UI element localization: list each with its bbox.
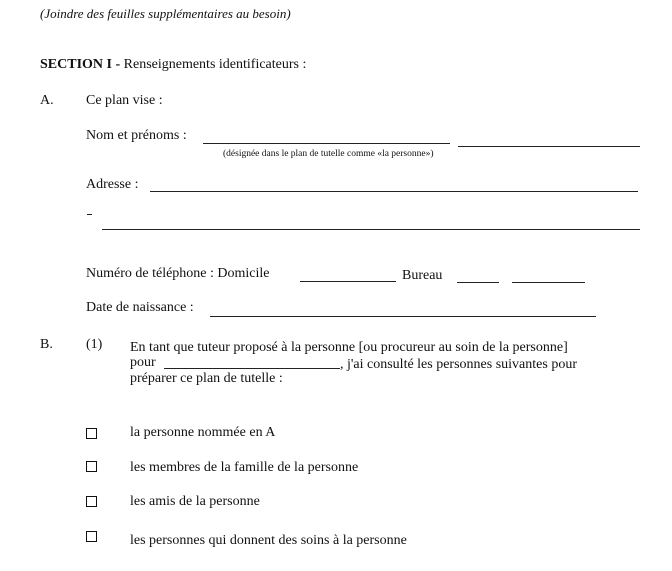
option-label-family-members: les membres de la famille de la personne — [130, 460, 359, 475]
name-label: Nom et prénoms : — [86, 128, 187, 143]
part-b-line-2-start: pour — [130, 355, 156, 370]
part-b-letter: B. — [40, 337, 53, 352]
option-label-caregivers: les personnes qui donnent des soins à la personne — [130, 533, 407, 548]
checkbox-friends[interactable] — [86, 496, 97, 507]
name-field-line-1[interactable] — [203, 143, 450, 144]
option-label-person-named: la personne nommée en A — [130, 425, 276, 440]
section-heading — [40, 57, 306, 73]
part-b-line-3: préparer ce plan de tutelle : — [130, 371, 283, 386]
office-label: Bureau — [402, 268, 443, 283]
option-label-friends: les amis de la personne — [130, 494, 260, 509]
part-b-line-1: En tant que tuteur proposé à la personne [ou procureur au soin de la personne] — [130, 340, 568, 355]
address-field-line-1[interactable] — [150, 191, 638, 192]
name-caption: (désignée dans le plan de tutelle comme «la personne») — [223, 149, 434, 159]
address-field-line-2[interactable] — [102, 229, 640, 230]
phone-label: Numéro de téléphone : Domicile — [86, 266, 270, 281]
office-phone-field-1[interactable] — [457, 282, 499, 283]
guardian-for-field[interactable] — [164, 368, 340, 369]
office-phone-field-2[interactable] — [512, 282, 585, 283]
part-a-letter: A. — [40, 93, 54, 108]
part-b-line-2-end: , j'ai consulté les personnes suivantes pour — [340, 357, 577, 372]
checkbox-person-named[interactable] — [86, 428, 97, 439]
section-number: SECTION I - — [40, 57, 121, 72]
dob-field[interactable] — [210, 316, 596, 317]
name-field-line-2[interactable] — [458, 146, 640, 147]
part-a-intro: Ce plan vise : — [86, 93, 163, 108]
supplementary-sheets-note: (Joindre des feuilles supplémentaires au besoin) — [40, 6, 291, 21]
address-dash — [87, 214, 92, 215]
part-b-number: (1) — [86, 337, 103, 352]
home-phone-field[interactable] — [300, 281, 396, 282]
checkbox-caregivers[interactable] — [86, 531, 97, 542]
dob-label: Date de naissance : — [86, 300, 194, 315]
checkbox-family-members[interactable] — [86, 461, 97, 472]
address-label: Adresse : — [86, 177, 139, 192]
section-title: Renseignements identificateurs : — [123, 57, 307, 72]
